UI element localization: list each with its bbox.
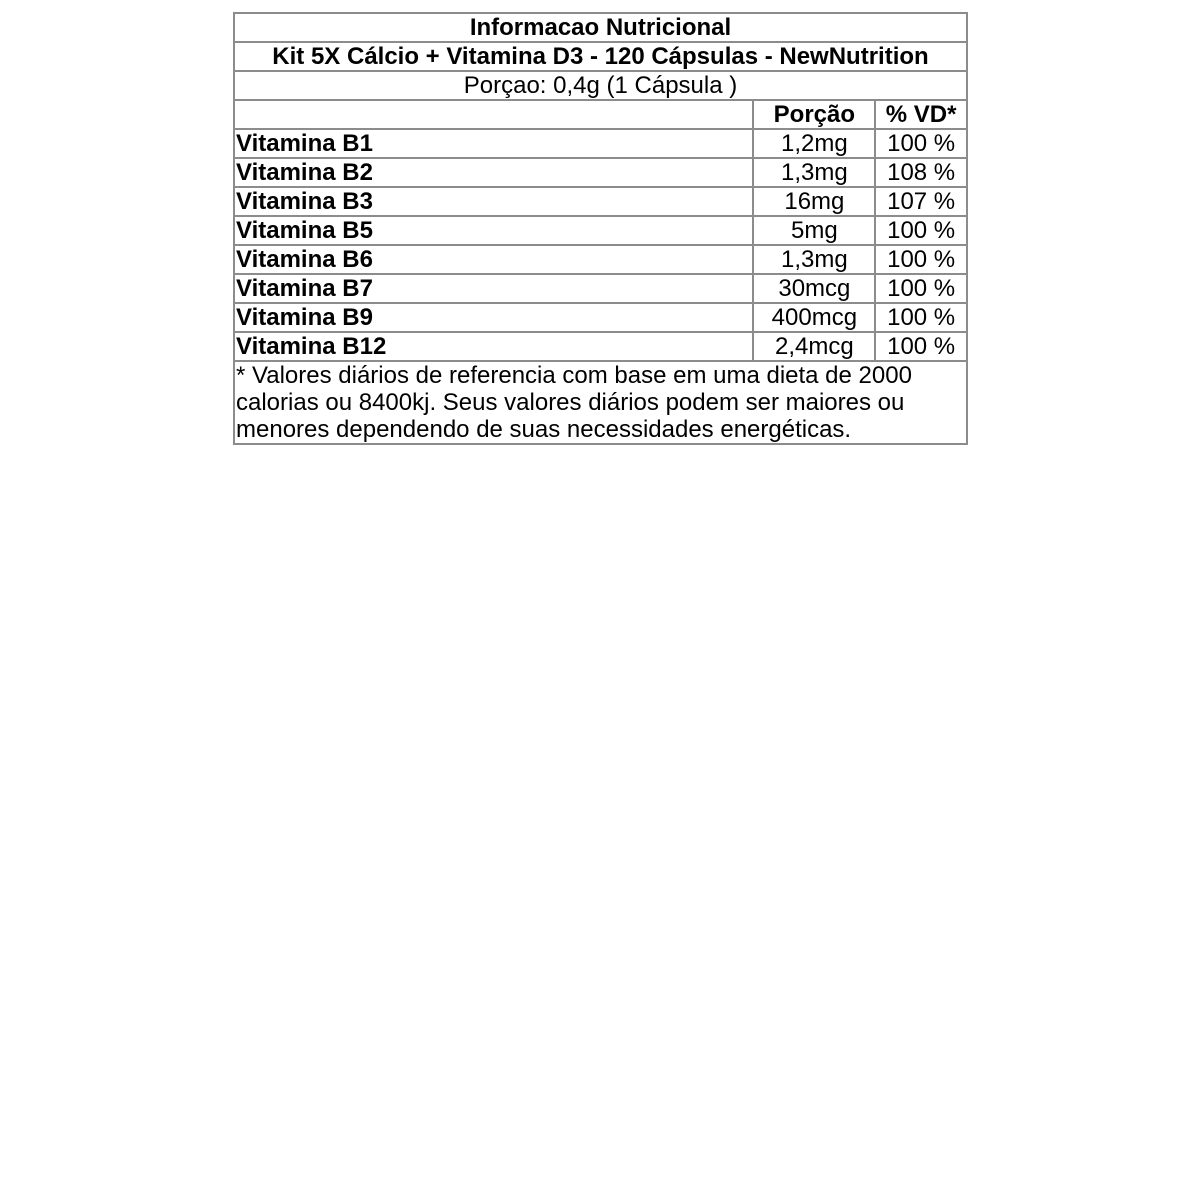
serving-row bbox=[234, 71, 967, 100]
nutrient-name: Vitamina B2 bbox=[234, 158, 753, 187]
nutrient-vd: 100 % bbox=[875, 129, 967, 158]
nutrient-porcao: 2,4mcg bbox=[753, 332, 875, 361]
nutrient-porcao: 400mcg bbox=[753, 303, 875, 332]
nutrient-name: Vitamina B7 bbox=[234, 274, 753, 303]
nutrient-vd: 107 % bbox=[875, 187, 967, 216]
nutrient-porcao: 30mcg bbox=[753, 274, 875, 303]
table-row bbox=[234, 216, 967, 245]
nutrient-vd: 100 % bbox=[875, 245, 967, 274]
table-row bbox=[234, 245, 967, 274]
nutrient-name: Vitamina B3 bbox=[234, 187, 753, 216]
nutrient-name: Vitamina B12 bbox=[234, 332, 753, 361]
nutrient-name: Vitamina B6 bbox=[234, 245, 753, 274]
nutrient-vd: 100 % bbox=[875, 332, 967, 361]
table-row bbox=[234, 158, 967, 187]
nutrient-vd: 100 % bbox=[875, 216, 967, 245]
nutrient-porcao: 1,3mg bbox=[753, 158, 875, 187]
table-row bbox=[234, 303, 967, 332]
daily-value-footnote: * Valores diários de referencia com base em uma dieta de 2000 calorias ou 8400kj. Seus valores diários podem ser maiores ou menores dependendo de suas necessidades energéticas. bbox=[234, 361, 967, 444]
column-header-row bbox=[234, 100, 967, 129]
nutrient-porcao: 5mg bbox=[753, 216, 875, 245]
column-header-porcao: Porção bbox=[753, 100, 875, 129]
nutrient-vd: 108 % bbox=[875, 158, 967, 187]
title-row bbox=[234, 13, 967, 42]
footnote-row bbox=[234, 361, 967, 444]
table-title: Informacao Nutricional bbox=[234, 13, 967, 42]
nutrient-vd: 100 % bbox=[875, 303, 967, 332]
product-name: Kit 5X Cálcio + Vitamina D3 - 120 Cápsulas - NewNutrition bbox=[234, 42, 967, 71]
table-row bbox=[234, 187, 967, 216]
column-header-vd: % VD* bbox=[875, 100, 967, 129]
nutrient-name: Vitamina B1 bbox=[234, 129, 753, 158]
nutrient-name: Vitamina B5 bbox=[234, 216, 753, 245]
table-row bbox=[234, 274, 967, 303]
nutrient-porcao: 1,2mg bbox=[753, 129, 875, 158]
nutrient-name: Vitamina B9 bbox=[234, 303, 753, 332]
serving-size: Porçao: 0,4g (1 Cápsula ) bbox=[234, 71, 967, 100]
nutrient-porcao: 1,3mg bbox=[753, 245, 875, 274]
product-row bbox=[234, 42, 967, 71]
table-row bbox=[234, 332, 967, 361]
column-header-blank bbox=[234, 100, 753, 129]
table-row bbox=[234, 129, 967, 158]
nutrient-porcao: 16mg bbox=[753, 187, 875, 216]
nutrition-facts-table bbox=[233, 12, 968, 445]
nutrient-vd: 100 % bbox=[875, 274, 967, 303]
